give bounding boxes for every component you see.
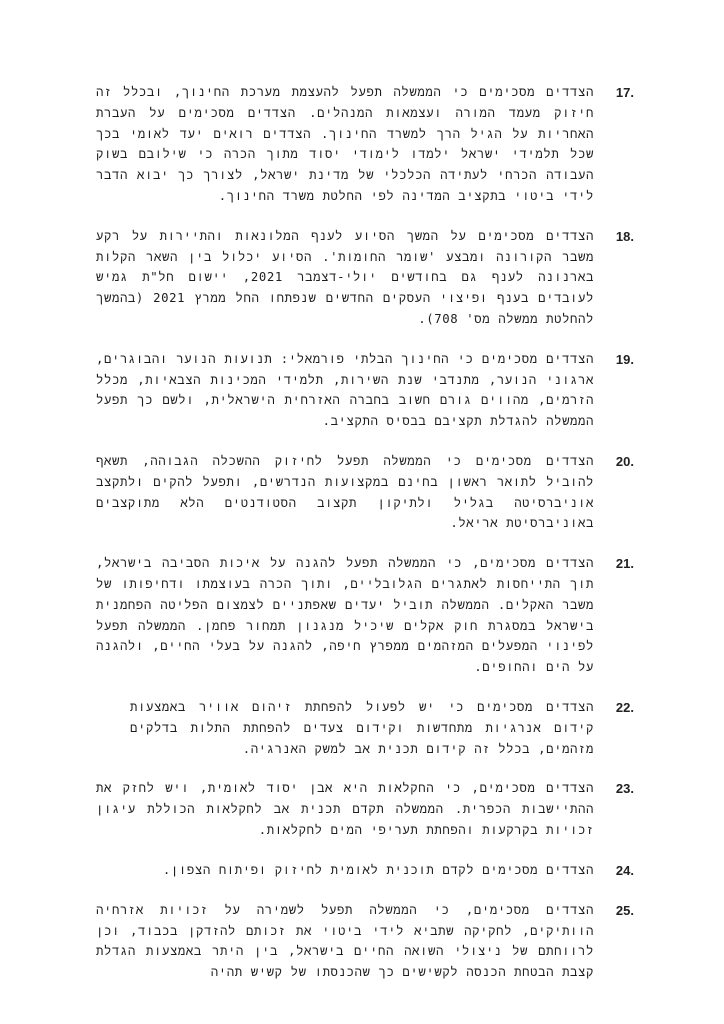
- clause-17: [96, 82, 634, 207]
- clause-text: הצדדים מסכימים כי יש לפעול להפחתת זיהום אוויר באמצעות קידום אנרגיות מתחדשות וקידום צעדים להפחתת התלות בדלקים מזהמים, בכלל זה קידום תכנית אב למשק האנרגיה.: [130, 699, 594, 756]
- clause-number: 23.: [615, 781, 634, 797]
- clause-number: 20.: [615, 453, 634, 469]
- clause-text: הצדדים מסכימים על המשך הסיוע לענף המלונאות והתיירות על רקע משבר הקורונה ומבצע 'שומר החומות'. הסיוע יכלול בין השאר הקלות בארנונה לענף גם בחודשים יולי-דצמבר 2021, יישום חל"ת גמיש לעובדים בענף ופיצוי העסקים החדשים שנפתחו החל ממרץ 2021 (בהמשך להחלטת ממשלה מס' 708).: [96, 228, 594, 326]
- clause-text: הצדדים מסכימים, כי החקלאות היא אבן יסוד לאומית, ויש לחזק את ההתיישבות הכפרית. הממשלה תקדם תכנית אב לחקלאות הכוללת עיגון זכויות בקרקעות והפחתת תעריפי המים לחקלאות.: [96, 781, 594, 837]
- clause-25: [96, 900, 634, 983]
- clause-text: הצדדים מסכימים, כי הממשלה תפעל להגנה על איכות הסביבה בישראל, תוך התייחסות לאתגרים הגלובליים, ותוך הכרה בעוצמתו ודחיפותו של משבר האקלים. הממשלה תוביל יעדים שאפתניים לצמצום הפליטה הפחמנית בישראל במסגרת חוק אקלים שיכיל מנגנון תמחור פחמן. הממשלה תפעל לפינוי המפעלים המזהמים ממפרץ חיפה, להגנה על בעלי החיים, ולהגנה על הים והחופים.: [96, 556, 594, 675]
- clause-22: [96, 697, 634, 759]
- clause-text: הצדדים מסכימים לקדם תוכנית לאומית לחיזוק ופיתוח הצפון.: [162, 862, 594, 877]
- clause-20: [96, 451, 634, 534]
- clause-number: 17.: [615, 85, 634, 100]
- clause-text: הצדדים מסכימים כי הממשלה תפעל לחיזוק ההשכלה הגבוהה, תשאף להוביל לתואר ראשון בחינם במקצועות הנדרשים, ותפעל להקים ולתקצב אוניברסיטה בגליל ולתיקון תקצוב הסטודנטים הלא מתוקצבים באוניברסיטת אריאל.: [96, 453, 594, 531]
- clause-21: [96, 553, 634, 678]
- clause-24: [96, 860, 634, 881]
- clause-number: 18.: [615, 228, 634, 244]
- clause-number: 19.: [615, 351, 634, 367]
- clause-number: 21.: [615, 556, 634, 572]
- clause-number: 22.: [615, 699, 634, 715]
- clause-text: הצדדים מסכימים כי החינוך הבלתי פורמאלי: תנועות הנוער והבוגרים, ארגוני הנוער, מתנדבי שנת השירות, תלמידי המכינות הצבאיות, מכלל הזרמים, מהווים גורם חשוב בחברה האזרחית הישראלית, ולשם כך תפעל הממשלה להגדלת תקציבם בבסיס התקציב.: [96, 351, 594, 429]
- clause-19: [96, 349, 634, 432]
- clause-number: 25.: [615, 902, 634, 918]
- clause-number: 24.: [615, 862, 634, 878]
- clause-23: [96, 778, 634, 840]
- clause-18: [96, 226, 634, 330]
- clause-text: הצדדים מסכימים, כי הממשלה תפעל לשמירה על זכויות אזרחיה הוותיקים, לחקיקה שתביא לידי ביטוי את זכותם להזדקן בכבוד, וכן לרווחתם של ניצולי השואה החיים בישראל, בין היתר באמצעות הגדלת קצבת הבטחת הכנסה לקשישים כך שהכנסתו של קשיש תהיה: [96, 902, 594, 980]
- clause-text: הצדדים מסכימים כי הממשלה תפעל להעצמת מערכת החינוך, ובכלל זה חיזוק מעמד המורה ועצמאות המנהלים. הצדדים מסכימים על העברת האחריות על הגיל הרך למשרד החינוך. הצדדים רואים יעד לאומי בכך שכל תלמידי ישראל ילמדו לימודי יסוד מתוך הכרה כי שילובם בשוק העבודה הכרחי לעתידה הכלכלי של מדינת ישראל, לצורך כך יבוא הדבר לידי ביטוי בתקציב המדינה לפי החלטת משרד החינוך.: [96, 85, 594, 203]
